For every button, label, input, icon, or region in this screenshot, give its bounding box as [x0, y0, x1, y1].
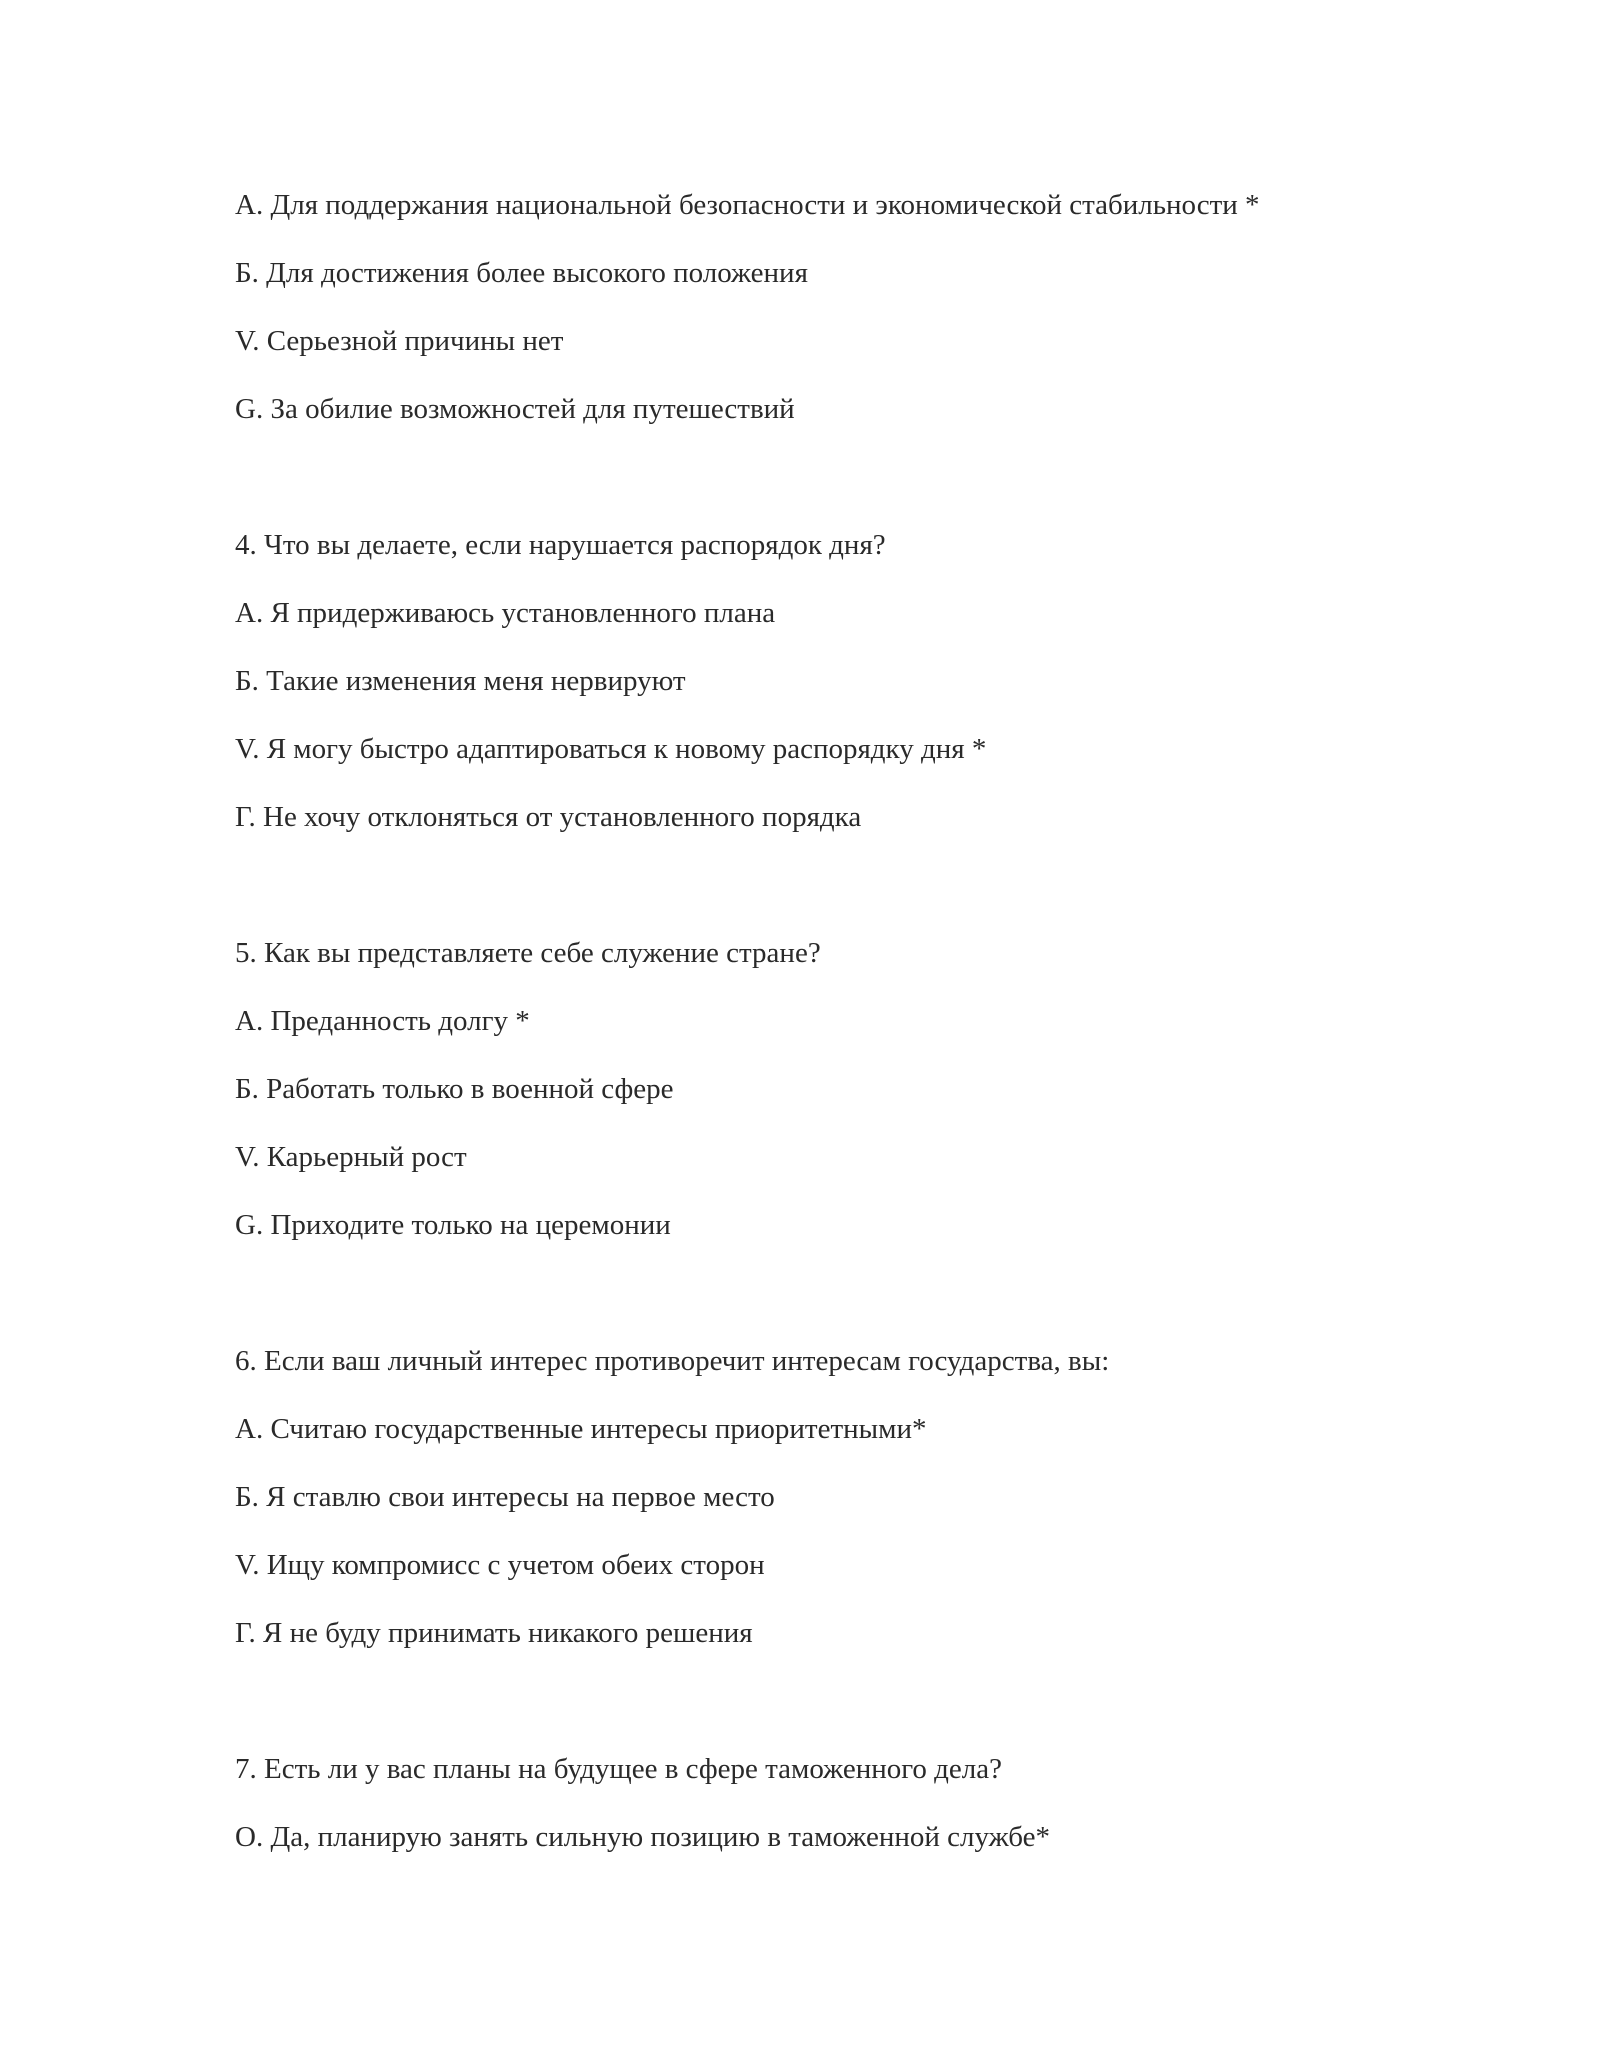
- answer-option: Б. Для достижения более высокого положения: [235, 257, 808, 289]
- answer-option: Г. Я не буду принимать никакого решения: [235, 1617, 753, 1649]
- question-block-4: [235, 525, 1435, 865]
- answer-option: Б. Работать только в военной сфере: [235, 1073, 674, 1105]
- question-block-7: [235, 1749, 1435, 1885]
- answer-option: G. За обилие возможностей для путешествий: [235, 393, 795, 425]
- question-block-6: [235, 1341, 1435, 1681]
- answer-option: V. Ищу компромисс с учетом обеих сторон: [235, 1549, 765, 1581]
- question-text: 6. Если ваш личный интерес противоречит интересам государства, вы:: [235, 1345, 1110, 1377]
- question-text: 7. Есть ли у вас планы на будущее в сфере таможенного дела?: [235, 1753, 1002, 1785]
- document-content: [235, 185, 1435, 1953]
- answer-option: О. Да, планирую занять сильную позицию в таможенной службе*: [235, 1821, 1051, 1853]
- answer-option: Б. Такие изменения меня нервируют: [235, 665, 686, 697]
- answer-option: Г. Не хочу отклоняться от установленного порядка: [235, 801, 862, 833]
- answer-option: V. Серьезной причины нет: [235, 325, 564, 357]
- question-block-3-continued: [235, 185, 1435, 457]
- question-text: 5. Как вы представляете себе служение стране?: [235, 937, 821, 969]
- answer-option: G. Приходите только на церемонии: [235, 1209, 671, 1241]
- answer-option: А. Считаю государственные интересы приоритетными*: [235, 1413, 927, 1445]
- answer-option: А. Преданность долгу *: [235, 1005, 530, 1037]
- answer-option: А. Для поддержания национальной безопасности и экономической стабильности *: [235, 189, 1260, 221]
- answer-option: Б. Я ставлю свои интересы на первое место: [235, 1481, 775, 1513]
- question-text: 4. Что вы делаете, если нарушается распорядок дня?: [235, 529, 886, 561]
- answer-option: V. Карьерный рост: [235, 1141, 467, 1173]
- answer-option: А. Я придерживаюсь установленного плана: [235, 597, 776, 629]
- answer-option: V. Я могу быстро адаптироваться к новому распорядку дня *: [235, 733, 987, 765]
- question-block-5: [235, 933, 1435, 1273]
